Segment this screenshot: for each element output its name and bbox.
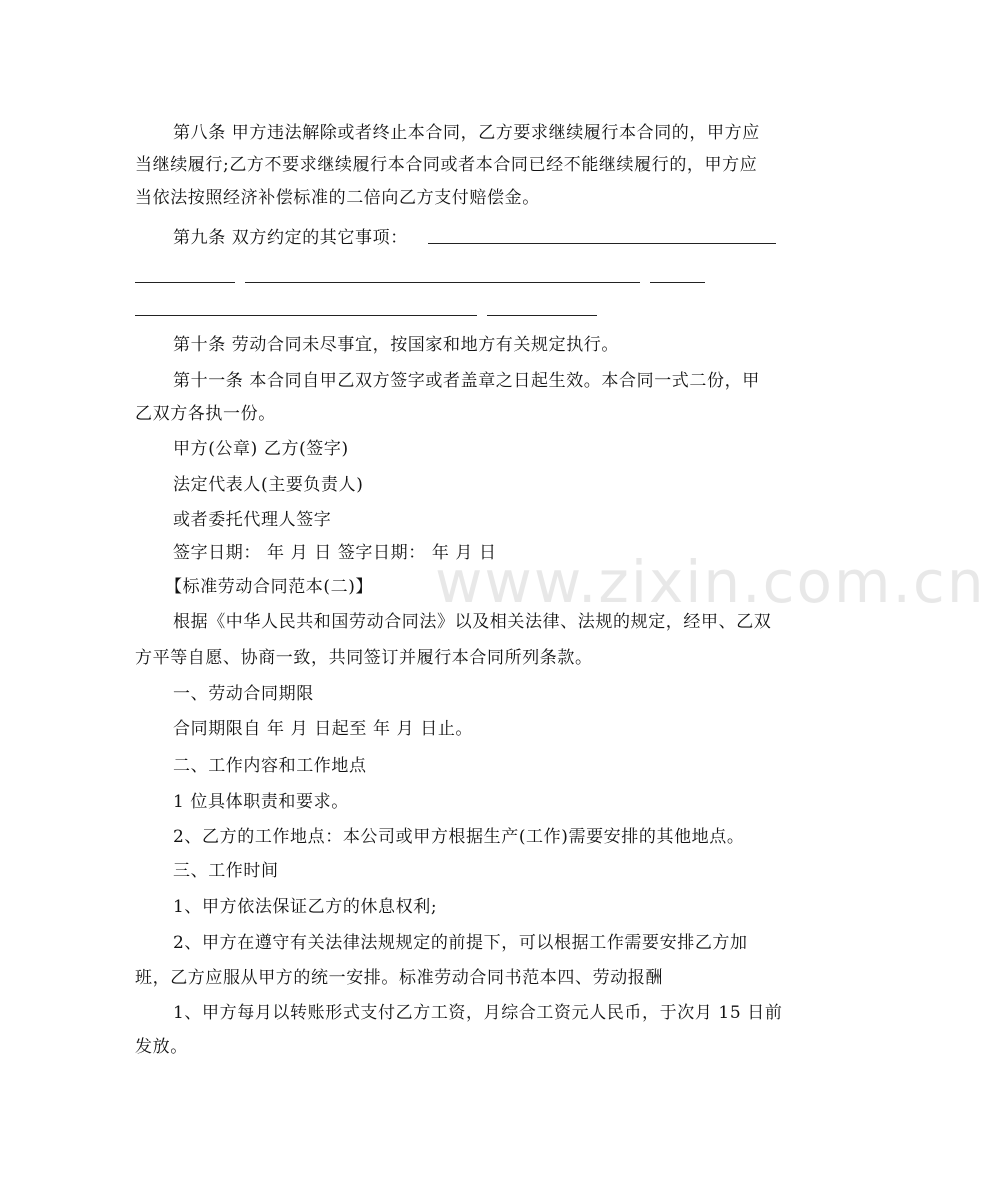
fill-in-blank — [487, 315, 597, 316]
fill-in-blank — [650, 282, 705, 283]
article-10-line: 第十条 劳动合同未尽事宜，按国家和地方有关规定执行。 — [173, 335, 620, 355]
legal-representative-line: 法定代表人(主要负责人) — [173, 475, 364, 495]
watermark: www.zixin.com.cn — [435, 548, 986, 616]
preamble-line-2: 方平等自愿、协商一致，共同签订并履行本合同所列条款。 — [135, 648, 593, 668]
section-title: 【标准劳动合同范本(二)】 — [165, 577, 374, 597]
fill-in-blank — [428, 243, 776, 244]
article-8-line-3: 当依法按照经济补偿标准的二倍向乙方支付赔偿金。 — [135, 188, 540, 208]
contract-term-line: 合同期限自 年 月 日起至 年 月 日止。 — [173, 719, 474, 739]
signing-date-line: 签字日期： 年 月 日 签字日期： 年 月 日 — [173, 543, 497, 563]
article-8-line-1: 第八条 甲方违法解除或者终止本合同，乙方要求继续履行本合同的，甲方应 — [173, 123, 760, 143]
heading-work-content: 二、工作内容和工作地点 — [173, 756, 367, 776]
remuneration-item-1-line-2: 发放。 — [135, 1037, 188, 1057]
article-9-line: 第九条 双方约定的其它事项： — [173, 228, 408, 248]
article-8-line-2: 当继续履行;乙方不要求继续履行本合同或者本合同已经不能继续履行的，甲方应 — [135, 155, 758, 175]
work-time-item-2-line-1: 2、甲方在遵守有关法律法规规定的前提下，可以根据工作需要安排乙方加 — [173, 933, 748, 953]
heading-work-time: 三、工作时间 — [173, 861, 279, 881]
work-content-item-2: 2、乙方的工作地点：本公司或甲方根据生产(工作)需要安排的其他地点。 — [173, 827, 745, 847]
heading-contract-term: 一、劳动合同期限 — [173, 684, 314, 704]
agent-signature-line: 或者委托代理人签字 — [173, 510, 332, 530]
work-time-item-2-line-2: 班，乙方应服从甲方的统一安排。标准劳动合同书范本四、劳动报酬 — [135, 968, 663, 988]
article-11-line-2: 乙双方各执一份。 — [135, 404, 276, 424]
signature-party-line: 甲方(公章) 乙方(签字) — [173, 439, 349, 459]
fill-in-blank — [135, 282, 235, 283]
remuneration-item-1-line-1: 1、甲方每月以转账形式支付乙方工资，月综合工资元人民币，于次月 15 日前 — [173, 1003, 783, 1023]
fill-in-blank — [135, 315, 477, 316]
work-time-item-1: 1、甲方依法保证乙方的休息权利; — [173, 897, 438, 917]
article-11-line-1: 第十一条 本合同自甲乙双方签字或者盖章之日起生效。本合同一式二份，甲 — [173, 371, 760, 391]
fill-in-blank — [245, 282, 640, 283]
work-content-item-1: 1 位具体职责和要求。 — [173, 792, 349, 812]
preamble-line-1: 根据《中华人民共和国劳动合同法》以及相关法律、法规的规定，经甲、乙双 — [173, 612, 772, 632]
